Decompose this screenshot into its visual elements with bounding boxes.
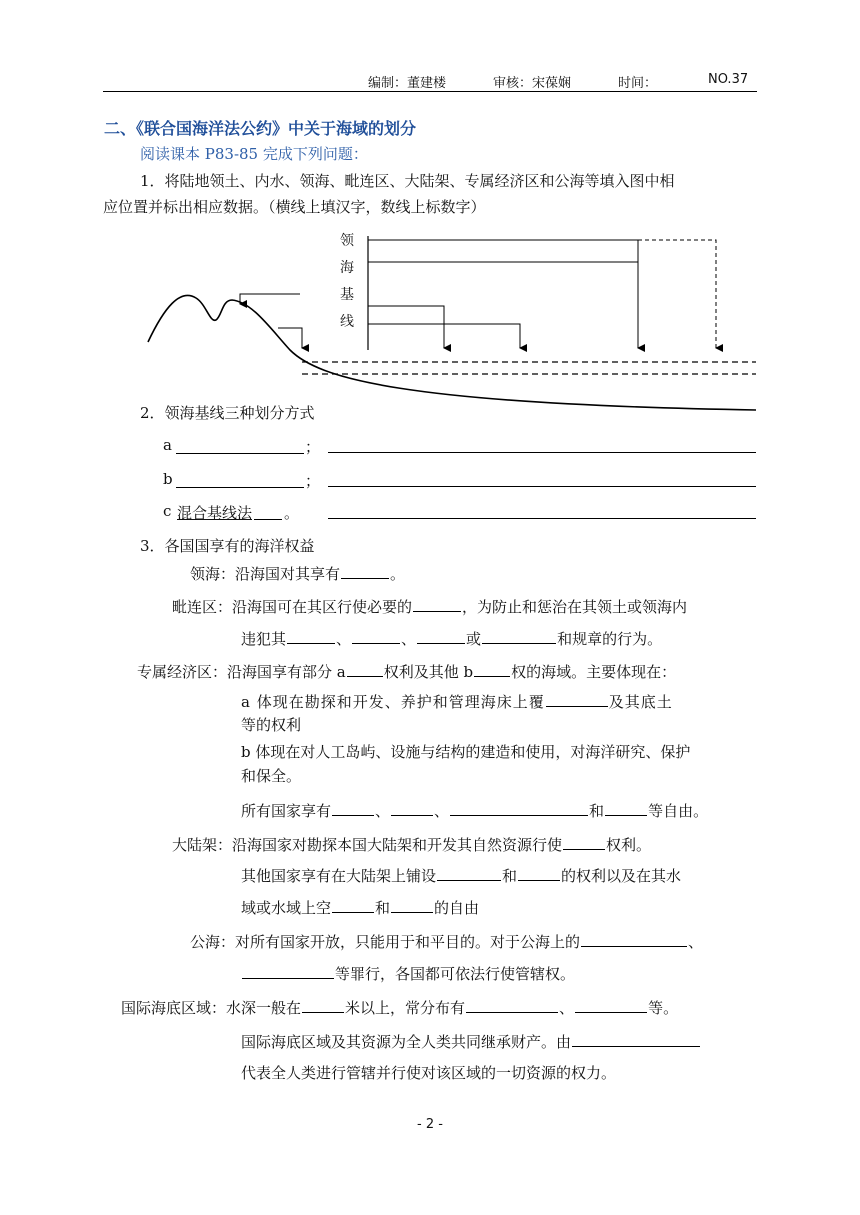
q2-c-blank[interactable] — [254, 503, 282, 520]
q3-title: 3．各国国享有的海洋权益 — [140, 537, 315, 555]
q2-b-answer-line[interactable] — [328, 486, 756, 487]
comma: 、 — [688, 933, 704, 951]
eez-text-6c: 等自由。 — [648, 802, 709, 820]
shelf-blank-3[interactable] — [518, 864, 560, 881]
comma: 、 — [559, 999, 575, 1017]
seabed-row-2 — [241, 1030, 701, 1052]
arrow-internal-waters — [278, 328, 302, 348]
high-seas-text-1a: 对所有国家开放，只能用于和平目的。对于公海上的 — [235, 933, 581, 951]
shelf-text-3c: 的自由 — [434, 899, 480, 917]
shelf-blank-2[interactable] — [437, 864, 501, 881]
contiguous-zone-blank-1[interactable] — [413, 595, 461, 612]
contiguous-zone-row-1 — [172, 595, 687, 617]
contiguous-zone-blank-3[interactable] — [352, 627, 400, 644]
contiguous-zone-blank-5[interactable] — [482, 627, 556, 644]
eez-text-6b: 和 — [589, 802, 605, 820]
seabed-blank-1[interactable] — [302, 996, 344, 1013]
comma: 、 — [401, 630, 417, 648]
shelf-text-1b: 权利。 — [606, 836, 652, 854]
contiguous-zone-text-1a: 沿海国可在其区行使必要的 — [232, 598, 413, 616]
comma: 、 — [336, 630, 352, 648]
seabed-text-2a: 国际海底区域及其资源为全人类共同继承财产。由 — [241, 1033, 572, 1051]
eez-blank-c[interactable] — [546, 690, 608, 707]
comma: 、 — [434, 802, 450, 820]
q2-b-label: b — [163, 470, 173, 488]
contiguous-zone-row-2 — [241, 627, 662, 649]
seabed-blank-3[interactable] — [575, 996, 647, 1013]
diagram-label-3: 基 — [340, 287, 354, 303]
eez-row-5: 和保全。 — [241, 767, 302, 785]
high-seas-row-1 — [190, 930, 703, 952]
eez-text-1a: 沿海国享有部分 a — [227, 663, 346, 681]
contiguous-zone-blank-4[interactable] — [417, 627, 465, 644]
shelf-blank-5[interactable] — [391, 896, 433, 913]
shelf-text-2c: 的权利以及在其水 — [561, 867, 682, 885]
high-seas-text-2: 等罪行，各国都可依法行使管辖权。 — [335, 965, 576, 983]
shelf-blank-4[interactable] — [332, 896, 374, 913]
eez-row-1 — [137, 660, 676, 682]
eez-row-6 — [241, 799, 708, 821]
q2-c-answer-line[interactable] — [328, 518, 756, 519]
header-rule — [103, 91, 757, 92]
contiguous-zone-text-2b: 或 — [466, 630, 482, 648]
q2-a-answer-line[interactable] — [328, 452, 756, 453]
contiguous-zone-label: 毗连区： — [172, 598, 233, 616]
q2-c-period: 。 — [284, 504, 300, 522]
q2-b-semicolon: ； — [305, 472, 321, 490]
seabed-text-1c: 等。 — [648, 999, 679, 1017]
eez-text-6a: 所有国家享有 — [241, 802, 332, 820]
q2-c-text: 混合基线法 — [177, 504, 253, 522]
shelf-text-3a: 域或水域上空 — [241, 899, 332, 917]
territorial-sea-row — [190, 562, 405, 584]
eez-text-2b: 及其底土 — [608, 693, 673, 711]
shelf-blank-1[interactable] — [563, 833, 605, 850]
shelf-text-2a: 其他国家享有在大陆架上铺设 — [241, 867, 437, 885]
eez-row-3: 等的权利 — [241, 716, 302, 734]
bracket-shelf-dashed — [638, 240, 716, 348]
contiguous-zone-blank-2[interactable] — [287, 627, 335, 644]
comma: 、 — [375, 802, 391, 820]
page-number: - 2 - — [417, 1117, 443, 1132]
contiguous-zone-text-1b: ，为防止和惩治在其领土或领海内 — [462, 598, 688, 616]
high-seas-blank-1[interactable] — [581, 930, 687, 947]
eez-label: 专属经济区： — [137, 663, 228, 681]
q2-a-blank[interactable] — [176, 437, 304, 454]
header-number: NO.37 — [708, 72, 749, 87]
diagram-label-1: 领 — [340, 233, 354, 249]
territorial-sea-text: 沿海国对其享有 — [235, 565, 341, 583]
bracket-eez — [368, 240, 638, 348]
high-seas-label: 公海： — [190, 933, 236, 951]
eez-row-2 — [241, 690, 673, 712]
seabed-blank-4[interactable] — [572, 1030, 700, 1047]
header-time: 时间： — [618, 76, 658, 91]
seabed-text-1b: 米以上，常分布有 — [345, 999, 466, 1017]
section-instruction: 阅读课本 P83-85 完成下列问题： — [140, 145, 368, 163]
sea-zone-diagram — [140, 228, 760, 418]
high-seas-blank-2[interactable] — [242, 962, 334, 979]
diagram-label-4: 线 — [340, 314, 354, 330]
territorial-sea-blank[interactable] — [341, 562, 389, 579]
contiguous-zone-text-2c: 和规章的行为。 — [557, 630, 663, 648]
shelf-row-2 — [241, 864, 681, 886]
q1-line2: 应位置并标出相应数据。（横线上填汉字，数线上标数字） — [103, 198, 486, 216]
shelf-row-3 — [241, 896, 479, 918]
eez-text-1c: 权的海域。主要体现在： — [511, 663, 677, 681]
q2-c-label: c — [163, 502, 172, 520]
header-editor: 编制：董建楼 — [368, 76, 447, 91]
shelf-text-2b: 和 — [502, 867, 518, 885]
seabed-blank-2[interactable] — [466, 996, 558, 1013]
seabed-row-3: 代表全人类进行管辖并行使对该区域的一切资源的权力。 — [241, 1064, 617, 1082]
q2-a-semicolon: ； — [305, 438, 321, 456]
eez-blank-f[interactable] — [450, 799, 588, 816]
eez-blank-a[interactable] — [347, 660, 383, 677]
eez-blank-d[interactable] — [332, 799, 374, 816]
eez-blank-g[interactable] — [605, 799, 647, 816]
territorial-sea-label: 领海： — [190, 565, 236, 583]
shelf-text-3b: 和 — [375, 899, 391, 917]
territorial-sea-period: 。 — [390, 565, 406, 583]
eez-blank-e[interactable] — [391, 799, 433, 816]
eez-row-4: b 体现在对人工岛屿、设施与结构的建造和使用，对海洋研究、保护 — [241, 743, 691, 761]
seabed-text-1a: 水深一般在 — [226, 999, 302, 1017]
seabed-label: 国际海底区域： — [121, 999, 227, 1017]
section-title: 二、《联合国海洋法公约》中关于海域的划分 — [104, 119, 417, 138]
arrow-land — [240, 294, 300, 304]
shelf-text-1a: 沿海国家对勘探本国大陆架和开发其自然资源行使 — [232, 836, 563, 854]
shelf-label: 大陆架： — [172, 836, 233, 854]
high-seas-row-2 — [241, 962, 575, 984]
q2-a-label: a — [163, 436, 172, 454]
diagram-label-2: 海 — [340, 260, 354, 276]
eez-blank-b[interactable] — [474, 660, 510, 677]
q1-line1: 1．将陆地领土、内水、领海、毗连区、大陆架、专属经济区和公海等填入图中相 — [140, 172, 675, 190]
eez-text-2a: a 体现在勘探和开发、养护和管理海床上覆 — [241, 693, 545, 711]
contiguous-zone-text-2a: 违犯其 — [241, 630, 287, 648]
shelf-row-1 — [172, 833, 651, 855]
q2-b-blank[interactable] — [176, 471, 304, 488]
eez-text-1b: 权利及其他 b — [383, 663, 474, 681]
q2-title: 2．领海基线三种划分方式 — [140, 404, 315, 422]
bracket-territorial-sea — [368, 306, 444, 348]
seabed-row-1 — [121, 996, 678, 1018]
header-reviewer: 审核：宋葆娴 — [493, 76, 572, 91]
coastline-profile — [148, 295, 756, 410]
